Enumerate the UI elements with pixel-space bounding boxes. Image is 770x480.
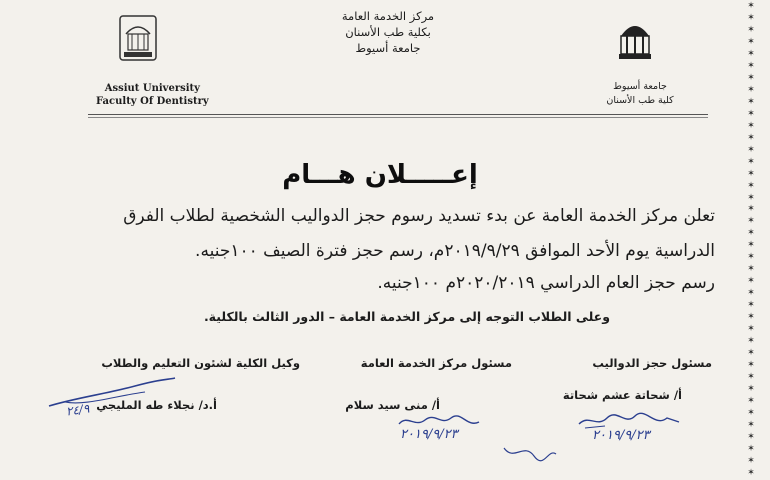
star-ornament-icon: ✶ xyxy=(747,168,755,179)
star-ornament-icon: ✶ xyxy=(747,216,755,227)
star-ornament-icon: ✶ xyxy=(747,204,755,215)
star-ornament-icon: ✶ xyxy=(747,144,755,155)
star-border-decoration xyxy=(746,0,756,480)
star-ornament-icon: ✶ xyxy=(747,24,755,35)
star-ornament-icon: ✶ xyxy=(747,240,755,251)
signature-name-lockers: أ/ شحاتة عشم شحاتة xyxy=(562,388,682,402)
star-ornament-icon: ✶ xyxy=(747,48,755,59)
handwritten-date-service-center: ٢٠١٩/٩/٢٣ xyxy=(400,427,458,442)
signature-title-vice-dean: وكيل الكلية لشئون التعليم والطلاب xyxy=(101,356,300,370)
star-ornament-icon: ✶ xyxy=(747,192,755,203)
star-ornament-icon: ✶ xyxy=(747,108,755,119)
signature-name-service-center: أ/ منى سيد سلام xyxy=(345,398,440,412)
header-divider-secondary xyxy=(88,117,708,118)
handwritten-date-lockers: ٢٠١٩/٩/٢٣ xyxy=(592,428,650,443)
notice-line-1: تعلن مركز الخدمة العامة عن بدء تسديد رسوم حجز الدواليب الشخصية لطلاب الفرق xyxy=(123,206,715,226)
star-ornament-icon: ✶ xyxy=(747,324,755,335)
star-ornament-icon: ✶ xyxy=(747,419,755,430)
star-ornament-icon: ✶ xyxy=(747,288,755,299)
header-center-line-3: جامعة أسيوط xyxy=(355,41,421,55)
star-ornament-icon: ✶ xyxy=(747,455,755,466)
header-divider xyxy=(88,114,708,115)
star-ornament-icon: ✶ xyxy=(747,395,755,406)
star-ornament-icon: ✶ xyxy=(747,312,755,323)
handwritten-date-vice-dean: ٢٤/٩ xyxy=(65,401,91,419)
star-ornament-icon: ✶ xyxy=(747,132,755,143)
star-ornament-icon: ✶ xyxy=(747,72,755,83)
star-ornament-icon: ✶ xyxy=(747,180,755,191)
star-ornament-icon: ✶ xyxy=(747,276,755,287)
star-ornament-icon: ✶ xyxy=(747,467,755,478)
star-ornament-icon: ✶ xyxy=(747,84,755,95)
university-logo-icon xyxy=(118,14,158,62)
english-line-1: Assiut University xyxy=(104,83,200,94)
arabic-institution-name xyxy=(600,80,680,108)
signature-name-vice-dean: أ.د/ نجلاء طه المليجي xyxy=(96,398,217,412)
faculty-logo-icon xyxy=(615,14,655,62)
star-ornament-icon: ✶ xyxy=(747,348,755,359)
star-ornament-icon: ✶ xyxy=(747,384,755,394)
right-line-2: كلية طب الأسنان xyxy=(606,95,674,106)
star-ornament-icon: ✶ xyxy=(747,228,755,239)
star-ornament-icon: ✶ xyxy=(747,264,755,275)
star-ornament-icon: ✶ xyxy=(747,431,755,442)
signature-title-lockers: مسئول حجز الدواليب xyxy=(592,356,712,370)
notice-title: إعـــــلان هـــام xyxy=(282,160,478,190)
header-center-block xyxy=(318,8,458,56)
star-ornament-icon: ✶ xyxy=(747,252,755,263)
star-ornament-icon: ✶ xyxy=(747,336,755,347)
english-line-2: Faculty Of Dentistry xyxy=(96,96,209,107)
star-ornament-icon: ✶ xyxy=(747,12,755,23)
notice-line-4: وعلى الطلاب التوجه إلى مركز الخدمة العامة – الدور الثالث بالكلية. xyxy=(203,309,610,324)
star-ornament-icon: ✶ xyxy=(747,300,755,311)
header-center-line-2: بكلية طب الأسنان xyxy=(345,25,431,39)
star-ornament-icon: ✶ xyxy=(747,36,755,47)
english-institution-name xyxy=(96,82,209,108)
handwritten-note-mark xyxy=(500,440,560,466)
star-ornament-icon: ✶ xyxy=(747,360,755,371)
star-ornament-icon: ✶ xyxy=(747,60,755,71)
notice-line-2: الدراسية يوم الأحد الموافق ٢٠١٩/٩/٢٩م، رسم حجز فترة الصيف ١٠٠جنيه. xyxy=(195,241,715,261)
right-line-1: جامعة أسيوط xyxy=(613,81,667,92)
header-center-line-1: مركز الخدمة العامة xyxy=(341,9,435,23)
star-ornament-icon: ✶ xyxy=(747,407,755,418)
star-ornament-icon: ✶ xyxy=(747,372,755,383)
star-ornament-icon: ✶ xyxy=(747,96,755,107)
star-ornament-icon: ✶ xyxy=(747,1,755,11)
star-ornament-icon: ✶ xyxy=(747,156,755,167)
star-ornament-icon: ✶ xyxy=(747,120,755,131)
notice-line-3: رسم حجز العام الدراسي ٢٠٢٠/٢٠١٩م ١٠٠جنيه. xyxy=(377,273,715,293)
signature-title-service-center: مسئول مركز الخدمة العامة xyxy=(360,356,512,370)
star-ornament-icon: ✶ xyxy=(747,443,755,454)
